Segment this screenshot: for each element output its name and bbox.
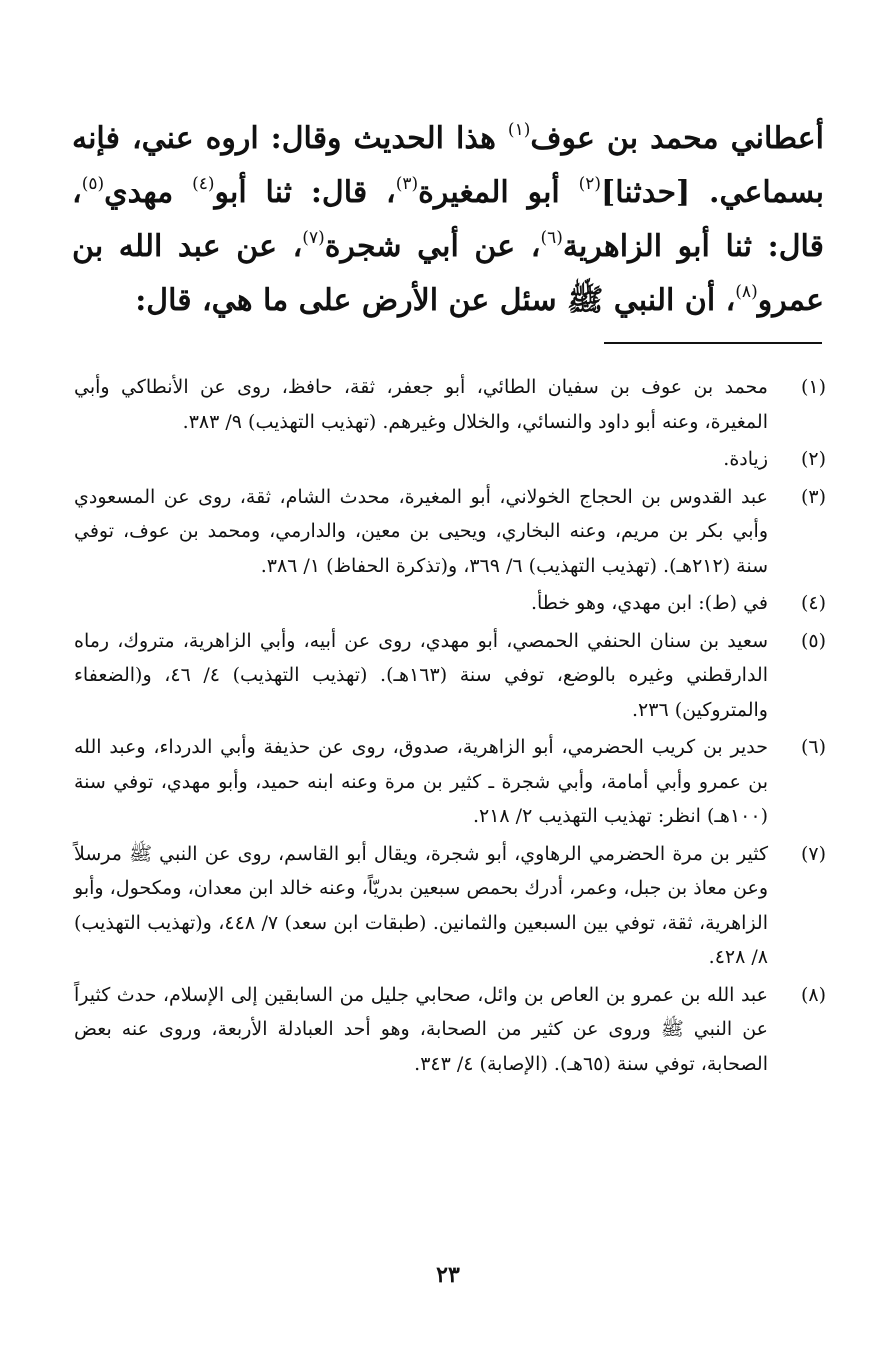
footnote-ref-5: (٥) bbox=[81, 174, 105, 194]
footnote-number: (٤) bbox=[800, 592, 826, 614]
footnote-text: في (ط): ابن مهدي، وهو خطأ. bbox=[530, 592, 768, 614]
footnote bbox=[74, 480, 826, 584]
main-text-segment: ، عن أبي شجرة bbox=[324, 229, 541, 264]
page-number: ٢٣ bbox=[436, 1262, 460, 1288]
main-text-segment: أعطاني محمد بن عوف bbox=[530, 121, 824, 156]
footnote-text: محمد بن عوف بن سفيان الطائي، أبو جعفر، ثقة، حافظ، روى عن الأنطاكي وأبي المغيرة، وعنه أبو داود والنسائي، والخلال وغيرهم. (تهذيب التهذيب) ٩/ ٣٨٣. bbox=[74, 376, 768, 433]
main-text-segment: هذا الحديث وقال: اروه عني، فإنه بسماعي. [حدثنا] bbox=[72, 121, 825, 210]
footnote bbox=[74, 730, 826, 834]
footnote-number: (٣) bbox=[800, 485, 826, 508]
main-paragraph bbox=[72, 112, 824, 328]
footnote-number: (٧) bbox=[800, 842, 826, 865]
footnote-ref-3: (٣) bbox=[395, 174, 419, 194]
main-text-segment: ، قال: ثنا أبو الزاهرية bbox=[72, 175, 825, 264]
footnote-text: زيادة. bbox=[723, 448, 768, 470]
footnote-text: حدير بن كريب الحضرمي، أبو الزاهرية، صدوق، روى عن حذيفة وأبي الدرداء، وعبد الله بن عمرو وأبي أمامة، وأبي شجرة ـ كثير بن مرة وعنه ابنه حميد، وأبو مهدي، توفي سنة (١٠٠هـ) انظر: تهذيب التهذيب ٢/ ٢١٨. bbox=[74, 736, 768, 827]
footnote-ref-1: (١) bbox=[507, 120, 531, 140]
footnote-text: عبد القدوس بن الحجاج الخولاني، أبو المغيرة، محدث الشام، ثقة، روى عن المسعودي وأبي بكر بن مريم، وعنه البخاري، ويحيى بن معين، والدارمي، ومحمد بن عوف، توفي سنة (٢١٢هـ). (تهذيب التهذيب) ٦/ ٣٦٩، و(تذكرة الحفاظ) ١/ ٣٨٦. bbox=[74, 485, 768, 577]
footnote bbox=[74, 442, 826, 477]
footnotes-section bbox=[74, 370, 826, 1084]
footnote-ref-7: (٧) bbox=[302, 228, 325, 248]
footnote-ref-4: (٤) bbox=[192, 174, 215, 194]
footnote-text: سعيد بن سنان الحنفي الحمصي، أبو مهدي، روى عن أبيه، وأبي الزاهرية، متروك، رماه الدارقطني وغيره بالوضع، توفي سنة (١٦٣هـ). (تهذيب التهذيب) ٤/ ٤٦، و(الضعفاء والمتروكين) ٢٣٦. bbox=[74, 629, 768, 721]
footnote-number: (٦) bbox=[800, 736, 826, 758]
main-text-segment: مهدي bbox=[104, 175, 193, 210]
footnote bbox=[74, 837, 826, 975]
footnote-ref-6: (٦) bbox=[540, 228, 563, 248]
footnote-number: (١) bbox=[800, 376, 826, 398]
footnote-number: (٨) bbox=[800, 983, 826, 1006]
footnote bbox=[74, 586, 826, 621]
footnote-number: (٢) bbox=[800, 448, 826, 470]
footnote-separator bbox=[604, 342, 822, 344]
footnote-ref-8: (٨) bbox=[735, 282, 758, 302]
main-text-segment: أبو المغيرة bbox=[418, 175, 579, 210]
footnote bbox=[74, 978, 826, 1082]
footnote-ref-2: (٢) bbox=[578, 174, 602, 194]
main-text-segment: ، قال: ثنا أبو bbox=[214, 175, 396, 210]
footnote-text: عبد الله بن عمرو بن العاص بن وائل، صحابي جليل من السابقين إلى الإسلام، حدث كثيراً عن النبي ﷺ وروى عن كثير من الصحابة، وهو أحد العبادلة الأربعة، وروى عنه بعض الصحابة، توفي سنة (٦٥هـ). (الإصابة) ٤/ ٣٤٣. bbox=[74, 983, 768, 1075]
footnote bbox=[74, 624, 826, 728]
footnote bbox=[74, 370, 826, 439]
main-text-segment: ، أن النبي ﷺ سئل عن الأرض على ما هي، قال: bbox=[135, 283, 736, 318]
footnote-text: كثير بن مرة الحضرمي الرهاوي، أبو شجرة، ويقال أبو القاسم، روى عن النبي ﷺ مرسلاً وعن معاذ بن جبل، وعمر، أدرك بحمص سبعين بدريّاً، وعنه خالد ابن معدان، ومكحول، وأبو الزاهرية، ثقة، توفي بين السبعين والثمانين. (طبقات ابن سعد) ٧/ ٤٤٨، و(تهذيب التهذيب) ٨/ ٤٢٨. bbox=[74, 842, 768, 968]
footnote-number: (٥) bbox=[800, 629, 826, 652]
main-text-segment: ، عن عبد الله بن عمرو bbox=[72, 229, 824, 318]
